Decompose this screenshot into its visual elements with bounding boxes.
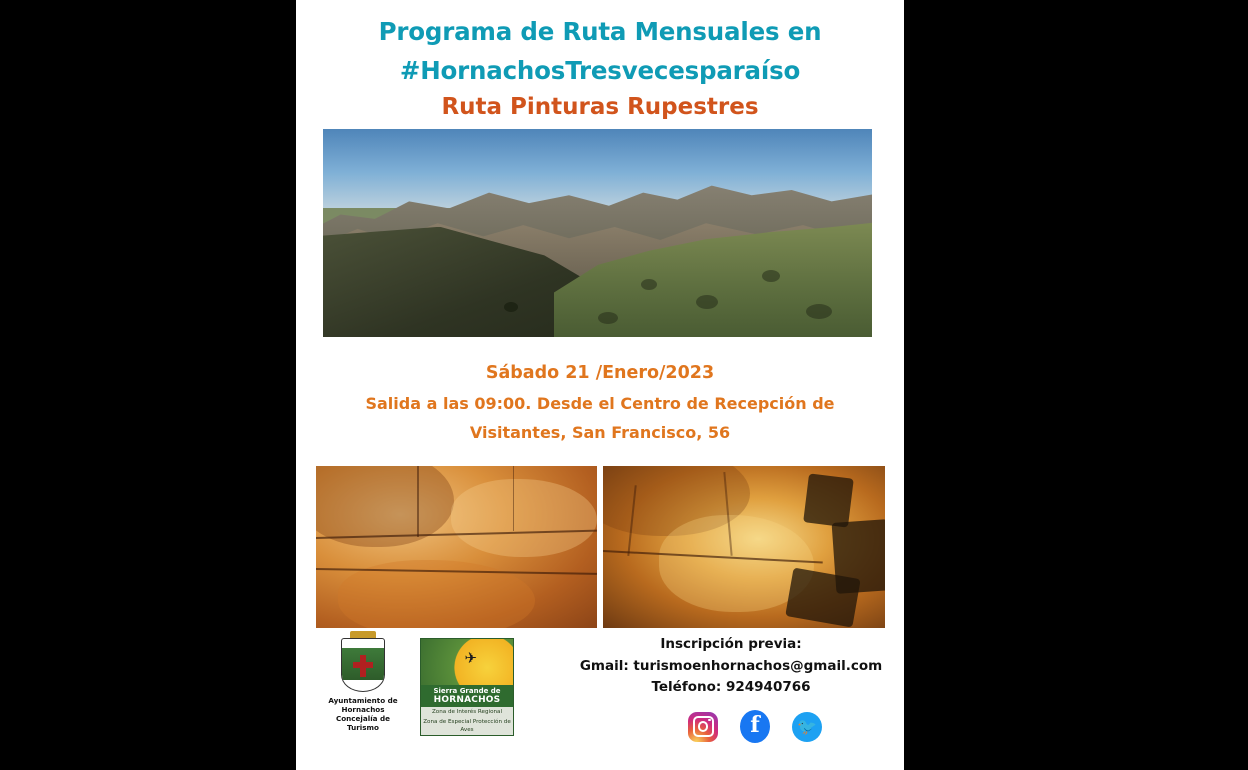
rock-art-photo-row: [296, 466, 904, 628]
town-hall-caption-line-2: Hornachos: [341, 705, 385, 714]
contact-email[interactable]: Gmail: turismoenhornachos@gmail.com: [579, 657, 883, 674]
event-info-block: [296, 360, 904, 447]
town-hall-caption-line-1: Ayuntamiento de: [328, 696, 398, 705]
rock-painting-photo-right: [603, 466, 885, 628]
photo-scrub: [806, 304, 832, 319]
shield-body: [341, 638, 385, 692]
shield-icon: [341, 638, 385, 692]
instagram-lens: [698, 721, 709, 732]
contact-block: [566, 634, 896, 699]
event-date: Sábado 21 /Enero/2023: [485, 363, 715, 383]
rock-crack: [513, 466, 515, 531]
facebook-icon[interactable]: f: [740, 710, 770, 743]
town-hall-caption: [324, 696, 402, 732]
logo-group: [324, 638, 564, 736]
sierra-sun-graphic: [421, 639, 513, 685]
poster-footer: [296, 630, 904, 770]
rock-dark-slab: [803, 473, 854, 527]
sierra-landscape-photo: [323, 129, 872, 337]
hornachos-coat-of-arms-logo: [324, 638, 402, 732]
rock-crack: [417, 466, 419, 537]
sierra-grande-hornachos-logo: [420, 638, 514, 736]
twitter-icon[interactable]: 🐦: [792, 712, 822, 742]
social-links: [688, 710, 822, 743]
instagram-icon[interactable]: [688, 712, 718, 742]
instagram-frame: [693, 716, 714, 737]
page-title-hashtag: #HornachosTresvecesparaíso: [399, 56, 801, 85]
sierra-name-band: [421, 685, 513, 707]
photo-scrub: [641, 279, 657, 290]
page-title-line-1: Programa de Ruta Mensuales en: [378, 17, 822, 46]
page-subtitle: Ruta Pinturas Rupestres: [441, 94, 759, 120]
eagle-icon: ✈: [464, 648, 478, 667]
rock-blotch: [451, 479, 597, 557]
rock-painting-photo-left: [316, 466, 597, 628]
photo-scrub: [598, 312, 618, 324]
town-hall-caption-line-3: Concejalía de Turismo: [335, 714, 391, 732]
poster-title-block: [296, 0, 904, 124]
contact-phone[interactable]: Teléfono: 924940766: [651, 679, 811, 695]
photo-scrub: [504, 302, 518, 312]
cross-icon: [360, 655, 366, 677]
contact-heading: Inscripción previa:: [660, 636, 802, 652]
instagram-dot: [708, 719, 710, 721]
sierra-name-line-1: Sierra Grande de: [433, 687, 501, 695]
event-meeting-point: Salida a las 09:00. Desde el Centro de Recepción de Visitantes, San Francisco, 56: [365, 394, 835, 442]
poster-canvas: [296, 0, 904, 770]
sierra-subcaption-2: Zona de Especial Protección de Aves: [421, 717, 513, 735]
sierra-name-line-2: HORNACHOS: [433, 695, 501, 705]
sierra-subcaption-1: Zona de Interés Regional: [421, 707, 513, 717]
